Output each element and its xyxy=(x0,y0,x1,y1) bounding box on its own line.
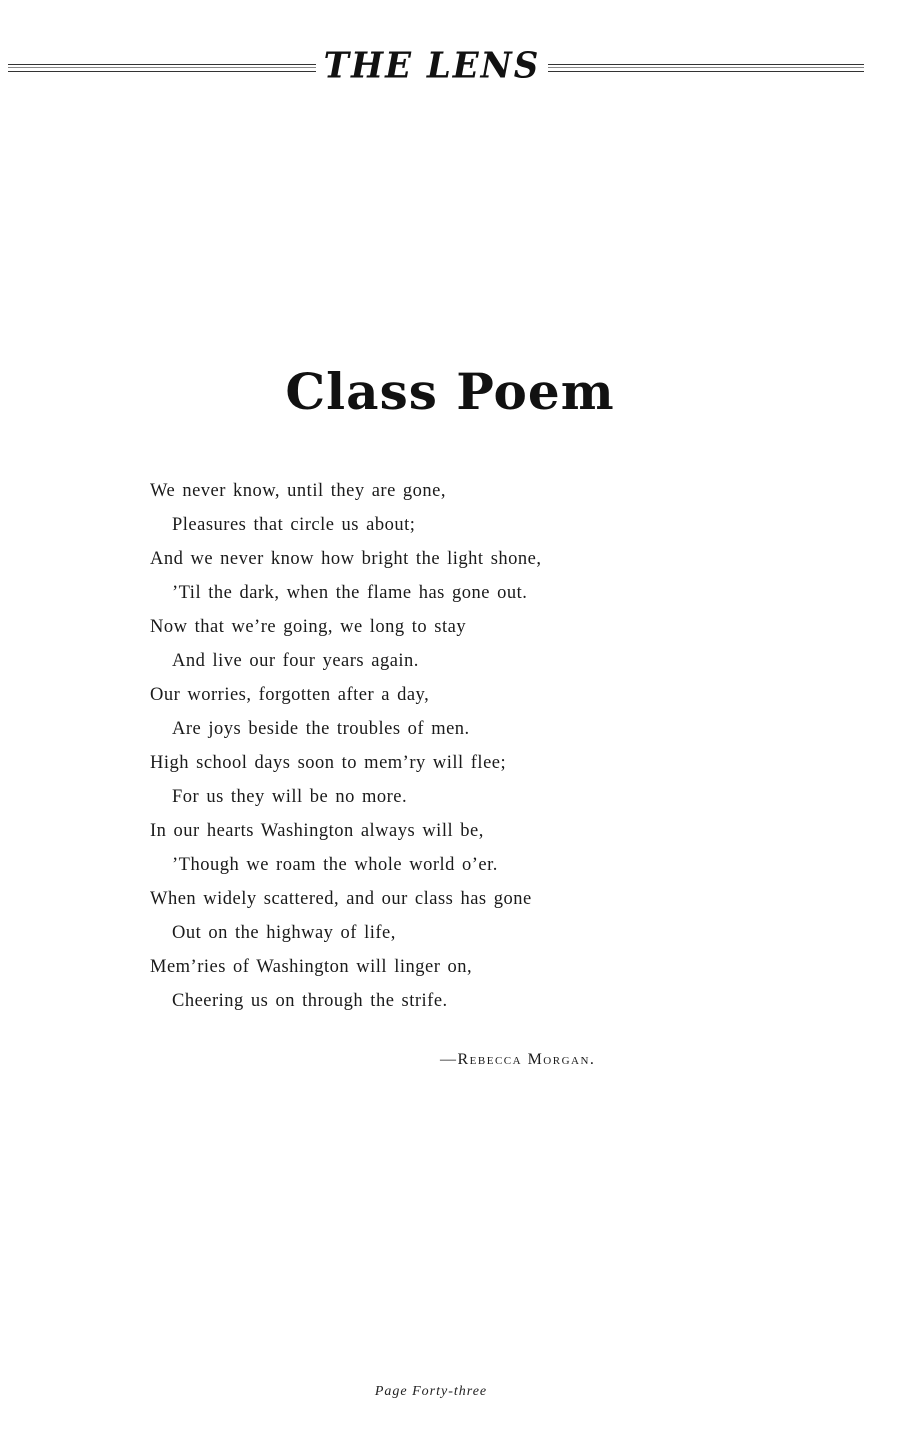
poem-line: Out on the highway of life, xyxy=(172,923,396,943)
poem-line: And live our four years again. xyxy=(172,651,419,671)
poem-line: Now that we’re going, we long to stay xyxy=(150,617,467,637)
poem-body xyxy=(150,474,650,1018)
page-header xyxy=(0,42,900,90)
poem-line: ’Til the dark, when the flame has gone out. xyxy=(172,583,528,603)
header-rule-left xyxy=(8,64,316,72)
poem-line: ’Though we roam the whole world o’er. xyxy=(172,855,498,875)
poem-line: High school days soon to mem’ry will flee; xyxy=(150,753,507,773)
poem-line: Mem’ries of Washington will linger on, xyxy=(150,957,473,977)
poem-author: —Rebecca Morgan. xyxy=(440,1051,596,1068)
poem-line: Pleasures that circle us about; xyxy=(172,515,416,535)
poem-line: When widely scattered, and our class has gone xyxy=(150,889,532,909)
poem-line: And we never know how bright the light shone, xyxy=(150,549,542,569)
poem-line: For us they will be no more. xyxy=(172,787,408,807)
header-rule-right xyxy=(548,64,864,72)
page-number: Page Forty-three xyxy=(374,1384,488,1399)
header-title: THE LENS xyxy=(323,45,541,87)
poem-line: We never know, until they are gone, xyxy=(150,481,446,501)
poem-title: Class Poem xyxy=(285,362,615,421)
poem-line: Our worries, forgotten after a day, xyxy=(150,685,430,705)
poem-line: In our hearts Washington always will be, xyxy=(150,821,484,841)
poem-line: Are joys beside the troubles of men. xyxy=(172,719,470,739)
poem-line: Cheering us on through the strife. xyxy=(172,991,448,1011)
